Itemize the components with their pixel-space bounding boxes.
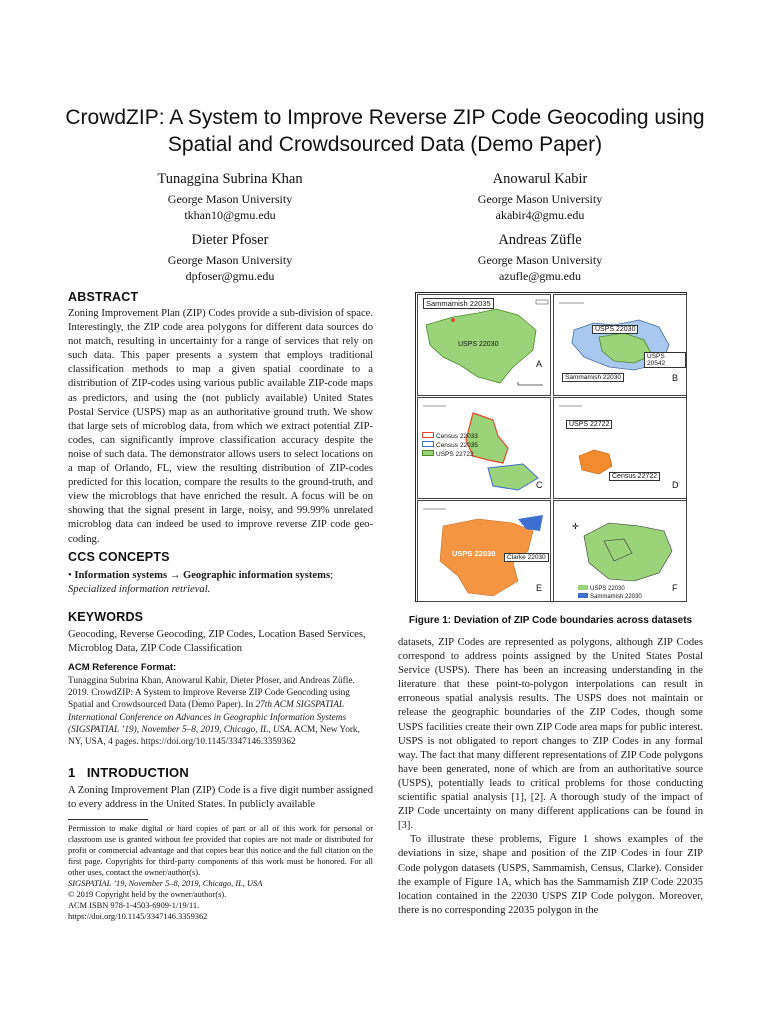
keywords-text: Geocoding, Reverse Geocoding, ZIP Codes, Location Based Services, Microblog Data, ZIP Code Classification: [68, 629, 366, 655]
paragraph: datasets, ZIP Codes are represented as polygons, although ZIP Codes correspond to address points assigned by the United States Postal Service (USPS). There has been an increasing understanding in the literature that these point-to-polygon interpolations can result in erroneous spatial analysis results. The USPS does not maintain or release the geographic boundaries of the ZIP Codes, though some USPS facilities create their own ZIP Code area maps for public interest. USPS is not obligated to report changes to ZIP Codes in any formal way. The fact that many different representations of ZIP Code polygons have been generated, none of which are from an authoritative source (USPS), potentially leads to critical problems for those conducting scientific spatial analysis [1], [2]. A thorough study of the impact of ZIP Code uncertainty on many different applications can be found in [3].: [398, 637, 703, 832]
acm-reference-part: ACM, New York, NY, USA, 4 pages. https://doi.org/10.1145/3347146.3359362: [68, 724, 360, 748]
author-affiliation: George Mason University: [167, 192, 293, 206]
author-affiliation: George Mason University: [477, 253, 603, 267]
panel-letter: C: [536, 480, 543, 490]
author-name: Anowarul Kabir: [492, 171, 588, 187]
map-label: USPS 22030: [458, 341, 499, 348]
footnote-rule: [68, 819, 148, 820]
map-label: Census 22722: [609, 472, 660, 481]
section-title: INTRODUCTION: [86, 765, 189, 780]
census-polygon: [488, 464, 538, 490]
author-affiliation: George Mason University: [477, 192, 603, 206]
ccs-subconcept: Specialized information retrieval.: [68, 584, 211, 596]
legend-label: USPS 22722: [436, 451, 474, 458]
panel-letter: E: [536, 583, 543, 593]
figure-1: [415, 292, 687, 602]
acm-reference-part: Tunaggina Subrina Khan, Anowarul Kabir, Dieter Pfoser, and Andreas Züfle. 2019. CrowdZIP: A System to Improve Reverse ZIP Code Geocoding using Spatial and Crowdsourced Data (Demo Paper). In: [68, 676, 355, 711]
acm-reference-venue: 27th ACM SIGSPATIAL International Conference on Advances in Geographic Information Systems (SIGSPATIAL ’19), November 5–8, 2019, Chicago, IL, USA.: [68, 700, 347, 735]
ccs-heading: CCS CONCEPTS: [68, 550, 170, 564]
legend-label: Census 22033: [436, 433, 478, 440]
ccs-text: [68, 569, 373, 597]
figure-panel-a: [417, 294, 551, 396]
panel-letter: B: [672, 373, 679, 383]
abstract-heading: ABSTRACT: [68, 290, 139, 304]
author-block: [400, 231, 680, 284]
legend-label: Sammamish 22030: [590, 594, 642, 600]
acm-reference-heading: ACM Reference Format:: [68, 662, 177, 673]
author-email: azufle@gmu.edu: [498, 268, 582, 283]
map-label: USPS 20542: [644, 352, 686, 368]
conference-venue: SIGSPATIAL ’19, November 5–8, 2019, Chicago, IL, USA: [68, 879, 263, 888]
author-block: [90, 170, 370, 223]
author-block: [90, 231, 370, 284]
figure-panel-e: [417, 500, 551, 602]
author-name: Tunaggina Subrina Khan: [157, 171, 303, 187]
ccs-bullet: •: [68, 570, 72, 581]
figure-panel-c: [417, 397, 551, 499]
legend-item: [578, 593, 642, 601]
legend-item: [422, 441, 478, 450]
figure-caption: Figure 1: Deviation of ZIP Code boundaries across datasets: [408, 615, 693, 626]
panel-letter: F: [672, 583, 678, 593]
isbn-line: ACM ISBN 978-1-4503-6909-1/19/11.: [68, 901, 200, 910]
legend-label: USPS 22030: [590, 586, 625, 592]
panel-letter: A: [536, 359, 543, 369]
map-legend: [422, 432, 478, 459]
legend-item: [422, 450, 478, 459]
figure-panel-b: [553, 294, 687, 396]
map-label: USPS 22030: [592, 325, 638, 334]
map-label: USPS 22722: [566, 420, 612, 429]
author-affiliation: George Mason University: [167, 253, 293, 267]
section-number: 1: [68, 765, 76, 780]
paragraph: To illustrate these problems, Figure 1 shows examples of the deviations in size, shape and position of the ZIP Codes in four ZIP Code polygon datasets (USPS, Sammamish, Census, Clarke). Consider the example of Figure 1A, which has the Sammamish ZIP Code 22035 location contained in the 22030 USPS ZIP Code polygon. Moreover, there is no corresponding 22035 polygon in the: [398, 834, 703, 916]
introduction-text: A Zoning Improvement Plan (ZIP) Code is a five digit number assigned to every address in the United States. In publicly available: [68, 785, 373, 811]
author-email: dpfoser@gmu.edu: [185, 268, 275, 283]
doi-line: https://doi.org/10.1145/3347146.3359362: [68, 912, 208, 921]
panel-letter: D: [672, 480, 679, 490]
figure-panel-d: [553, 397, 687, 499]
right-column-text: [398, 636, 703, 918]
map-legend: [578, 585, 642, 601]
acm-reference-text: [68, 675, 373, 748]
scale-bar: [536, 300, 548, 304]
author-block: [400, 170, 680, 223]
legend-item: [422, 432, 478, 441]
permission-text: Permission to make digital or hard copies of part or all of this work for personal or classroom use is granted without fee provided that copies are not made or distributed for profit or commercial advantage and that copies bear this notice and the full citation on the first page. Copyrights for third-party components of this work must be honored. For all other uses, contact the owner/author(s).: [68, 824, 373, 877]
legend-label: Census 22035: [436, 442, 478, 449]
author-name: Dieter Pfoser: [191, 232, 269, 248]
author-email: tkhan10@gmu.edu: [184, 207, 276, 222]
figure-panel-f: [553, 500, 687, 602]
author-name: Andreas Züfle: [498, 232, 582, 248]
author-email: akabir4@gmu.edu: [495, 207, 585, 222]
keywords-heading: KEYWORDS: [68, 610, 144, 624]
map-label: USPS 22030: [452, 549, 496, 558]
map-d: [554, 398, 687, 499]
map-label: Clarke 22030: [504, 553, 549, 562]
copyright-line: © 2019 Copyright held by the owner/author(s).: [68, 890, 227, 899]
paper-title: CrowdZIP: A System to Improve Reverse ZIP Code Geocoding using Spatial and Crowdsourced Data (Demo Paper): [65, 106, 705, 156]
map-label: Sammamish 22030: [562, 373, 624, 382]
map-label: Sammamish 22035: [423, 298, 494, 309]
compass-icon: ✛: [572, 522, 579, 531]
introduction-heading: [68, 765, 373, 780]
ccs-separator: ;: [330, 570, 334, 581]
census-polygon: [579, 450, 612, 474]
usps-polygon: [584, 523, 672, 581]
abstract-text: Zoning Improvement Plan (ZIP) Codes provide a sub-division of space. Interestingly, the ZIP code area polygons for different data sources do not match, resulting in uncertainty for a range of services that rely on such data. This paper presents a system that employs traditional classification methods to map a given spatial coordinate to a distribution of ZIP-codes using various public available ZIP-code maps as predictors, and using the (not publicly available) United States Postal Service (USPS) map as an authoritative ground truth. We show that large sets of microblog data, from which we extract potential ZIP-codes, can significantly improve classification accuracy despite the noise of such data. The demonstrator allows users to select locations on a map of Orlando, FL, view the resulting distribution of ZIP-codes predicted for this location, compare the results to the ground-truth, and view the microblogs that have enriched the result. A focus will be on showing that the signal present in large, noisy, and 99.99% unrelated microblog data can indeed be used to improve reverse ZIP code geo-coding.: [68, 308, 373, 545]
sammamish-point: [451, 318, 455, 322]
legend-item: [578, 585, 642, 593]
ccs-concept: Information systems → Geographic information systems: [74, 570, 331, 581]
permission-block: [68, 823, 373, 922]
